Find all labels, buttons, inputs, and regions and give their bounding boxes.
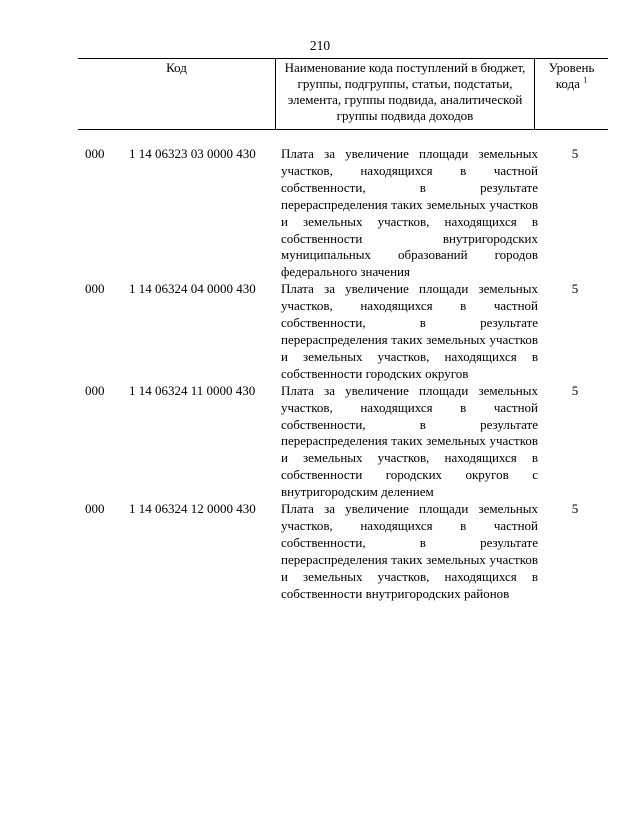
row-level: 5 (571, 281, 579, 297)
table-row (0, 383, 640, 501)
row-name: Плата за увеличение площади земельных участков, находящихся в частной собственности, в результате перераспределения таких земельных участков и земельных участков, находящихся в собственности городских округов (281, 281, 538, 381)
row-code: 1 14 06324 04 0000 430 (129, 281, 256, 297)
header-level-label: Уровень кода (548, 60, 595, 91)
table-body (0, 146, 640, 602)
header-level-footnote: 1 (583, 75, 588, 85)
row-code: 1 14 06324 12 0000 430 (129, 501, 256, 517)
row-prefix: 000 (85, 382, 105, 398)
table-row (0, 281, 640, 382)
row-level: 5 (571, 146, 579, 161)
header-code: Код (166, 60, 187, 75)
header-name: Наименование кода поступлений в бюджет, группы, подгруппы, статьи, подстатьи, элемента, группы подвида, аналитической группы подвида доходов (275, 59, 535, 129)
row-code: 1 14 06323 03 0000 430 (129, 146, 256, 161)
row-code: 1 14 06324 11 0000 430 (129, 382, 256, 398)
row-prefix: 000 (85, 281, 105, 297)
row-name: Плата за увеличение площади земельных участков, находящихся в частной собственности, в результате перераспределения таких земельных участков и земельных участков, находящихся в собственности городских округов с внутригородским делением (281, 382, 538, 500)
header-level (535, 59, 608, 129)
row-level: 5 (571, 501, 579, 517)
table-header (78, 58, 608, 130)
row-level: 5 (571, 382, 579, 398)
page-number: 210 (309, 38, 331, 53)
row-prefix: 000 (85, 146, 105, 161)
table-row (0, 146, 640, 281)
row-name: Плата за увеличение площади земельных участков, находящихся в частной собственности, в результате перераспределения таких земельных участков и земельных участков, находящихся в собственности внутригородских муниципальных образований городов федерального значения (281, 146, 538, 280)
table-row (0, 501, 640, 602)
row-prefix: 000 (85, 501, 105, 517)
row-name: Плата за увеличение площади земельных участков, находящихся в частной собственности, в результате перераспределения таких земельных участков и земельных участков, находящихся в собственности внутригородских районов (281, 501, 538, 601)
